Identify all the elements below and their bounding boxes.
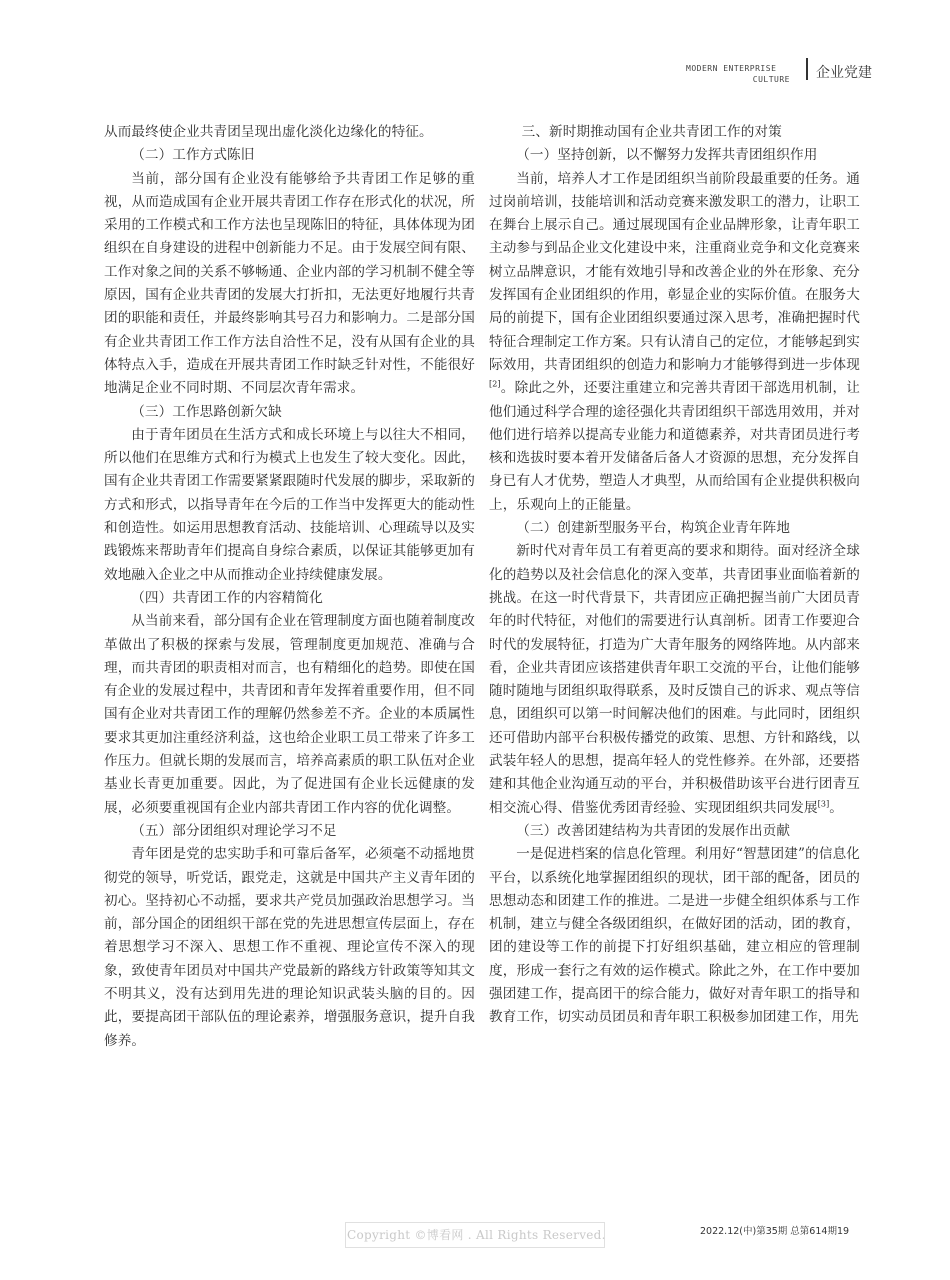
- body-paragraph: [489, 168, 860, 517]
- body-paragraph: [489, 843, 860, 1029]
- right-column: [489, 121, 860, 1030]
- paragraph-text: （五）部分团组织对理论学习不足: [131, 822, 337, 839]
- paragraph-text: 由于青年团员在生活方式和成长环境上与以往大不相同，所以他们在思维方式和行为模式上也发生了较大变化。因此，国有企业共青团工作需要紧紧跟随时代发展的脚步，采取新的方式和形式，以指导青年在今后的工作当中发挥更大的能动性和创造性。如运用思想教育活动、技能培训、心理疏导以及实践锻炼来帮助青年们提高自身综合素质，以保证其能够更加有效地融入企业之中从而推动企业持续健康发展。: [104, 426, 475, 583]
- paragraph-text-continued: 。: [829, 799, 843, 816]
- body-paragraph: [104, 168, 475, 401]
- body-paragraph: [104, 610, 475, 820]
- paragraph-text: 新时代对青年员工有着更高的要求和期待。面对经济全球化的趋势以及社会信息化的深入变革，共青团事业面临着新的挑战。在这一时代背景下，共青团应正确把握当前广大团员青年的时代特征，对他们的需要进行认真剖析。团青工作要迎合时代的发展特征，打造为广大青年服务的网络阵地。从内部来看，企业共青团应该搭建供青年职工交流的平台，让他们能够随时随地与团组织取得联系，及时反馈自己的诉求、观点等信息，团组织可以第一时间解决他们的困难。与此同时，团组织还可借助内部平台积极传播党的政策、思想、方针和路线，以武装年轻人的思想，提高年轻人的党性修养。在外部，还要搭建和其他企业沟通互动的平台，并积极借助该平台进行团青互相交流心得、借鉴优秀团青经验、实现团组织共同发展: [489, 543, 860, 816]
- paragraph-text: 从而最终使企业共青团呈现出虚化淡化边缘化的特征。: [104, 124, 433, 140]
- copyright-rule-bottom: [345, 1247, 605, 1248]
- section-heading: [489, 144, 860, 167]
- copyright-rule-top: [345, 1222, 605, 1223]
- section-heading: [104, 401, 475, 424]
- paragraph-text: 从当前来看，部分国有企业在管理制度方面也随着制度改革做出了积极的探索与发展，管理制度更加规范、准确与合理，而共青团的职责相对而言，也有精细化的趋势。即使在国有企业的发展过程中，共青团和青年发挥着重要作用，但不同国有企业对共青团工作的理解仍然参差不齐。企业的本质属性要求其更加注重经济利益，这也给企业职工员工带来了许多工作压力。但就长期的发展而言，培养高素质的职工队伍对企业基业长青更加重要。因此，为了促进国有企业长远健康的发展，必须要重视国有企业内部共青团工作内容的优化调整。: [104, 613, 475, 816]
- section-heading: [104, 144, 475, 167]
- paragraph-text: 当前，培养人才工作是团组织当前阶段最重要的任务。通过岗前培训，技能培训和活动竞赛来激发职工的潜力，让职工在舞台上展示自己。通过展现国有企业品牌形象，让青年职工主动参与到品企业文化建设中来，注重商业竞争和文化竞赛来树立品牌意识，才能有效地引导和改善企业的外在形象、充分发挥国有企业团组织的作用，彰显企业的实际价值。在服务大局的前提下，国有企业团组织要通过深入思考，准确把握时代特征合理制定工作方案。只有认清自己的定位，才能够起到实际效用，共青团组织的创造力和影响力才能够得到进一步体现: [489, 170, 860, 373]
- paragraph-text: （三）工作思路创新欠缺: [131, 403, 282, 420]
- body-paragraph: [104, 424, 475, 587]
- paragraph-text: （四）共青团工作的内容精简化: [131, 589, 323, 606]
- copyright-watermark: Copyright ©博看网 . All Rights Reserved.: [347, 1228, 606, 1242]
- section-heading: [104, 820, 475, 843]
- paragraph-text: （一）坚持创新，以不懈努力发挥共青团组织作用: [516, 147, 818, 164]
- section-title: 企业党建: [816, 65, 872, 81]
- journal-name-english: [686, 63, 790, 85]
- paragraph-text: 当前，部分国有企业没有能够给予共青团工作足够的重视，从而造成国有企业开展共青团工作存在形式化的状况，所采用的工作模式和工作方法也呈现陈旧的特征，具体体现为团组织在自身建设的进程中创新能力不足。由于发展空间有限、工作对象之间的关系不够畅通、企业内部的学习机制不健全等原因，国有企业共青团的发展大打折扣，无法更好地履行共青团的职能和责任，并最终影响其号召力和影响力。二是部分国有企业共青团工作工作方法自洽性不足，没有从国有企业的具体特点入手，造成在开展共青团工作时缺乏针对性，不能很好地满足企业不同时期、不同层次青年需求。: [104, 170, 475, 397]
- paragraph-text: 一是促进档案的信息化管理。利用好“智慧团建”的信息化平台，以系统化地掌握团组织的现状，团干部的配备，团员的思想动态和团建工作的推进。二是进一步健全组织体系与工作机制，建立与健全各级团组织，在做好团的活动，团的教育，团的建设等工作的前提下打好组织基础，建立相应的管理制度，形成一套行之有效的运作模式。除此之外，在工作中要加强团建工作，提高团干的综合能力，做好对青年职工的指导和教育工作，切实动员团员和青年职工积极参加团建工作，用先: [489, 846, 860, 1026]
- body-paragraph: [104, 121, 475, 144]
- paragraph-text: （二）工作方式陈旧: [131, 147, 255, 164]
- paragraph-text: 青年团是党的忠实助手和可靠后备军，必须毫不动摇地贯彻党的领导，听党话，跟党走，这就是中国共产主义青年团的初心。坚持初心不动摇，要求共产党员加强政治思想学习。当前，部分国企的团组织干部在党的先进思想宣传层面上，存在着思想学习不深入、思想工作不重视、理论宣传不深入的现象，致使青年团员对中国共产党最新的路线方针政策等知其文不明其义，没有达到用先进的理论知识武装头脑的目的。因此，要提高团干部队伍的理论素养，增强服务意识，提升自我修养。: [104, 846, 475, 1049]
- citation-mark: [3]: [817, 799, 830, 809]
- citation-mark: [2]: [489, 379, 501, 389]
- issue-page-number: 2022.12(中)第35期 总第614期19: [700, 1226, 850, 1237]
- copyright-rule-left: [345, 1222, 346, 1248]
- section-heading: [489, 121, 860, 144]
- section-heading: [489, 517, 860, 540]
- left-column: [104, 121, 475, 1053]
- paragraph-text: 三、新时期推动国有企业共青团工作的对策: [521, 124, 782, 140]
- body-paragraph: [104, 843, 475, 1053]
- paragraph-text-continued: 。除此之外，还要注重建立和完善共青团干部选用机制，让他们通过科学合理的途径强化共青团组织干部选用效用，并对他们进行培养以提高专业能力和道德素养，对共青团员进行考核和选拔时要本着开发储备后备人才资源的思想，充分发挥自身已有人才优势，塑造人才典型，从而给国有企业提供积极向上，乐观向上的正能量。: [489, 380, 860, 513]
- paragraph-text: （三）改善团建结构为共青团的发展作出贡献: [516, 822, 791, 839]
- section-heading: [489, 820, 860, 843]
- body-paragraph: [489, 540, 860, 820]
- journal-name-line2: CULTURE: [752, 75, 790, 84]
- header-divider: [806, 58, 808, 80]
- section-heading: [104, 587, 475, 610]
- paragraph-text: （二）创建新型服务平台，构筑企业青年阵地: [516, 520, 791, 537]
- journal-name-line1: MODERN ENTERPRISE: [686, 64, 777, 73]
